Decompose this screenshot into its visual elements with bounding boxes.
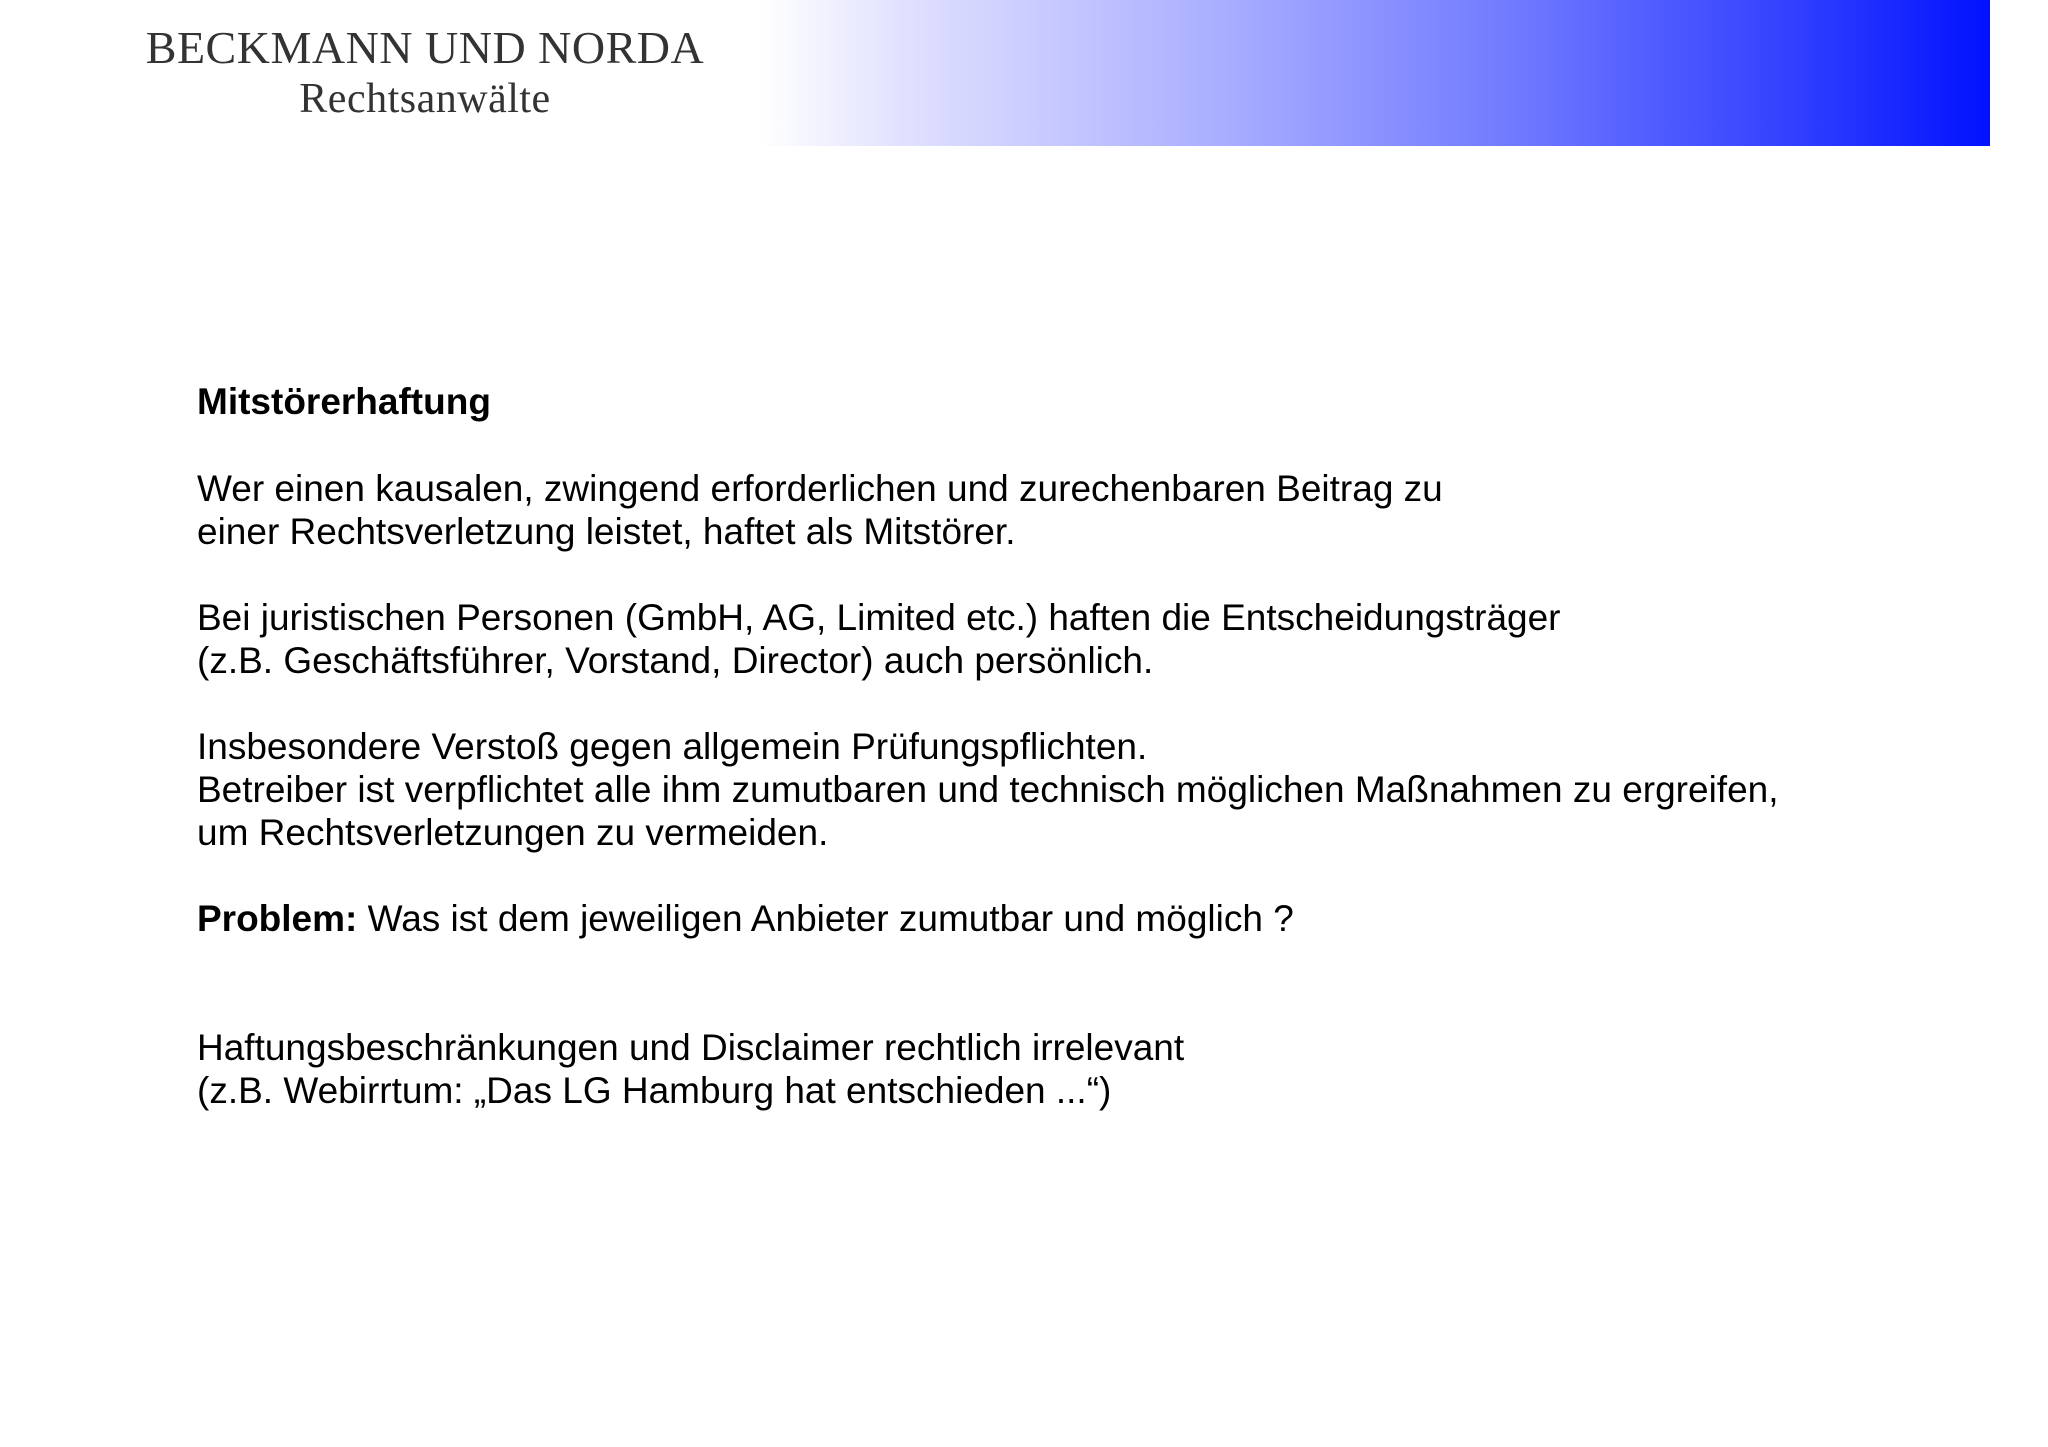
text-line: Wer einen kausalen, zwingend erforderlichen und zurechenbaren Beitrag zu xyxy=(197,468,1443,509)
problem-line xyxy=(197,897,1977,940)
firm-name: BECKMANN UND NORDA xyxy=(145,22,705,73)
problem-text: Was ist dem jeweiligen Anbieter zumutbar und möglich ? xyxy=(357,898,1294,939)
text-line: (z.B. Webirrtum: „Das LG Hamburg hat entschieden ...“) xyxy=(197,1070,1112,1111)
slide-title: Mitstörerhaftung xyxy=(197,381,491,422)
text-line: Betreiber ist verpflichtet alle ihm zumutbaren und technisch möglichen Maßnahmen zu ergreifen, xyxy=(197,769,1779,810)
slide-content xyxy=(197,380,1977,1155)
text-line: Haftungsbeschränkungen und Disclaimer rechtlich irrelevant xyxy=(197,1027,1185,1068)
text-line: um Rechtsverletzungen zu vermeiden. xyxy=(197,812,829,853)
problem-label: Problem: xyxy=(197,898,358,939)
paragraph-disclaimer xyxy=(197,1026,1977,1112)
text-line: einer Rechtsverletzung leistet, haftet als Mitstörer. xyxy=(197,511,1016,552)
paragraph-juristische-personen xyxy=(197,596,1977,682)
firm-subtitle: Rechtsanwälte xyxy=(299,76,551,122)
firm-logo xyxy=(120,22,730,124)
text-line: (z.B. Geschäftsführer, Vorstand, Director) auch persönlich. xyxy=(197,640,1154,681)
paragraph-mitstoerer-definition xyxy=(197,467,1977,553)
header-gradient-bar xyxy=(760,0,1990,146)
slide-header xyxy=(0,0,2048,146)
paragraph-problem xyxy=(197,897,1977,940)
text-line: Insbesondere Verstoß gegen allgemein Prüfungspflichten. xyxy=(197,726,1148,767)
paragraph-pruefungspflichten xyxy=(197,725,1977,854)
text-line: Bei juristischen Personen (GmbH, AG, Limited etc.) haften die Entscheidungsträger xyxy=(197,597,1561,638)
